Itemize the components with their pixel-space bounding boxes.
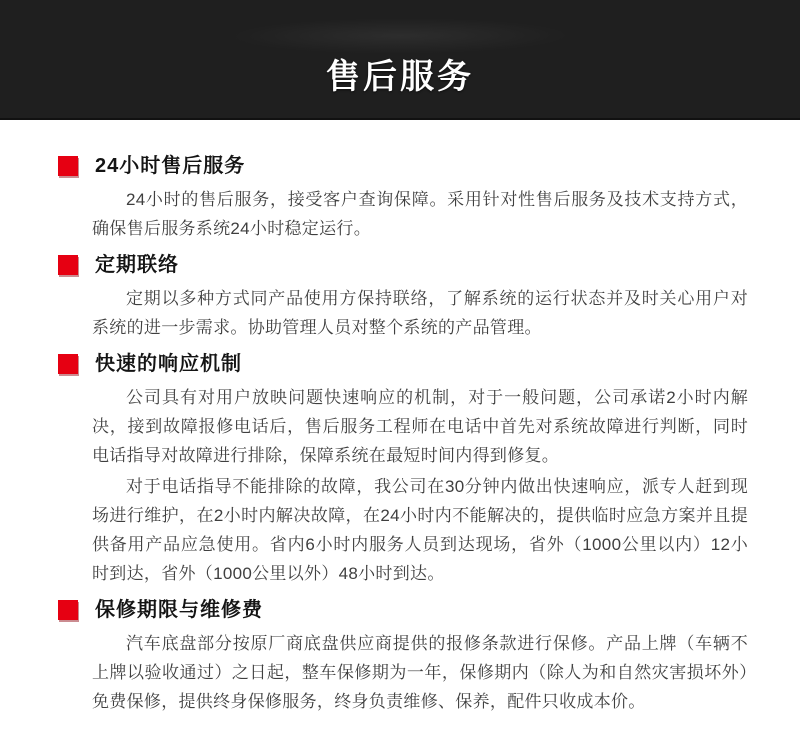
- section-heading-row: [58, 351, 748, 377]
- section-paragraph: 汽车底盘部分按原厂商底盘供应商提供的报修条款进行保修。产品上牌（车辆不上牌以验收通过）之日起，整车保修期为一年，保修期内（除人为和自然灾害损坏外）免费保修，提供终身保修服务，终身负责维修、保养，配件只收成本价。: [92, 634, 748, 711]
- section-warranty: [58, 597, 748, 716]
- section-paragraph: 定期以多种方式同产品使用方保持联络，了解系统的运行状态并及时关心用户对系统的进一步需求。协助管理人员对整个系统的产品管理。: [92, 289, 748, 337]
- red-square-bullet-icon: [58, 354, 78, 374]
- section-title: 保修期限与维修费: [95, 599, 263, 621]
- section-regular-contact: [58, 252, 748, 342]
- section-paragraph: 公司具有对用户放映问题快速响应的机制，对于一般问题，公司承诺2小时内解决，接到故障报修电话后，售后服务工程师在电话中首先对系统故障进行判断，同时电话指导对故障进行排除，保障系统在最短时间内得到修复。: [92, 388, 748, 465]
- red-square-bullet-icon: [58, 255, 78, 275]
- section-24h-service: [58, 153, 748, 243]
- section-heading-row: [58, 153, 748, 179]
- section-heading-row: [58, 597, 748, 623]
- section-fast-response: [58, 351, 748, 588]
- red-square-bullet-icon: [58, 156, 78, 176]
- red-square-bullet-icon: [58, 600, 78, 620]
- section-heading-row: [58, 252, 748, 278]
- header-banner: [0, 0, 800, 120]
- section-title: 定期联络: [95, 254, 179, 276]
- section-title: 24小时售后服务: [95, 155, 246, 177]
- content-area: [0, 120, 800, 716]
- section-paragraph: 24小时的售后服务，接受客户查询保障。采用针对性售后服务及技术支持方式，确保售后服务系统24小时稳定运行。: [92, 190, 748, 238]
- section-title: 快速的响应机制: [95, 353, 242, 375]
- section-paragraph: 对于电话指导不能排除的故障，我公司在30分钟内做出快速响应，派专人赶到现场进行维护，在2小时内解决故障，在24小时内不能解决的，提供临时应急方案并且提供备用产品应急使用。省内6小时内服务人员到达现场，省外（1000公里以内）12小时到达，省外（1000公里以外）48小时到达。: [92, 477, 748, 583]
- page-title: 售后服务: [326, 57, 474, 96]
